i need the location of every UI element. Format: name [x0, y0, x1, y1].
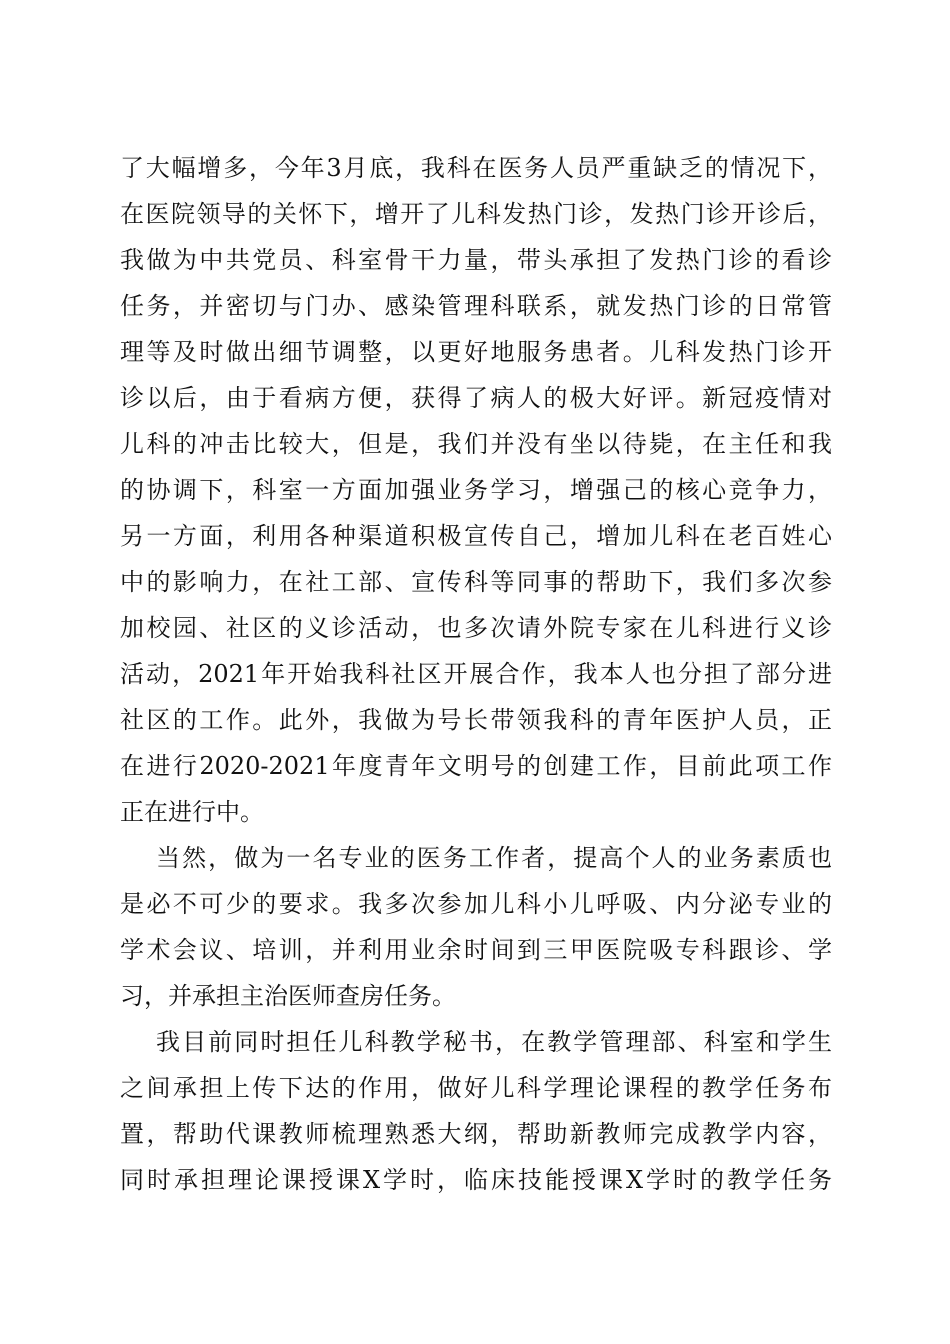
- paragraph-1-line-2: 在医院领导的关怀下，增开了儿科发热门诊，发热门诊开诊后，: [120, 200, 832, 228]
- paragraph-1-line-10: 中的影响力，在社工部、宣传科等同事的帮助下，我们多次参: [120, 568, 832, 596]
- paragraph-1-line-13: 社区的工作。此外，我做为号长带领我科的青年医护人员，正: [120, 706, 832, 734]
- paragraph-1-line-3: 我做为中共党员、科室骨干力量，带头承担了发热门诊的看诊: [120, 246, 832, 274]
- paragraph-1-line-15: 正在进行中。: [120, 798, 264, 826]
- paragraph-1-line-5: 理等及时做出细节调整，以更好地服务患者。儿科发热门诊开: [120, 338, 832, 366]
- paragraph-1-line-8: 的协调下，科室一方面加强业务学习，增强己的核心竞争力，: [120, 476, 832, 504]
- paragraph-2-line-3: 学术会议、培训，并利用业余时间到三甲医院吸专科跟诊、学: [120, 936, 832, 964]
- paragraph-2-line-4: 习，并承担主治医师查房任务。: [120, 982, 456, 1010]
- paragraph-3-line-3: 置，帮助代课教师梳理熟悉大纲，帮助新教师完成教学内容，: [120, 1120, 832, 1148]
- paragraph-1-line-11: 加校园、社区的义诊活动，也多次请外院专家在儿科进行义诊: [120, 614, 832, 642]
- paragraph-1-line-7: 儿科的冲击比较大，但是，我们并没有坐以待毙，在主任和我: [120, 430, 832, 458]
- paragraph-1-line-1: 了大幅增多，今年3月底，我科在医务人员严重缺乏的情况下，: [120, 154, 832, 182]
- paragraph-1-line-9: 另一方面，利用各种渠道积极宣传自己，增加儿科在老百姓心: [120, 522, 832, 550]
- paragraph-1-line-14: 在进行2020-2021年度青年文明号的创建工作，目前此项工作: [120, 752, 832, 780]
- paragraph-2-line-2: 是必不可少的要求。我多次参加儿科小儿呼吸、内分泌专业的: [120, 890, 832, 918]
- paragraph-3-line-1: 我目前同时担任儿科教学秘书，在教学管理部、科室和学生: [156, 1028, 832, 1056]
- paragraph-3-line-4: 同时承担理论课授课X学时，临床技能授课X学时的教学任务: [120, 1166, 832, 1194]
- paragraph-2-line-1: 当然，做为一名专业的医务工作者，提高个人的业务素质也: [156, 844, 832, 872]
- paragraph-1-line-4: 任务，并密切与门办、感染管理科联系，就发热门诊的日常管: [120, 292, 832, 320]
- paragraph-1-line-6: 诊以后，由于看病方便，获得了病人的极大好评。新冠疫情对: [120, 384, 832, 412]
- paragraph-3-line-2: 之间承担上传下达的作用，做好儿科学理论课程的教学任务布: [120, 1074, 832, 1102]
- paragraph-1-line-12: 活动，2021年开始我科社区开展合作，我本人也分担了部分进: [120, 660, 832, 688]
